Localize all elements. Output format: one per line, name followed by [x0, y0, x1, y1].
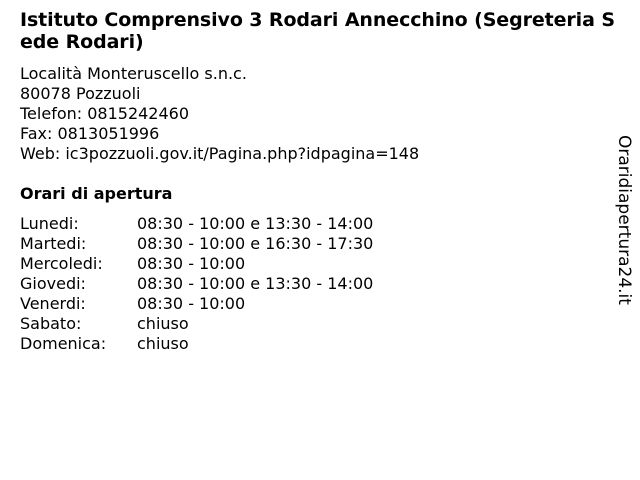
time-value: chiuso — [137, 314, 189, 333]
page-title: Istituto Comprensivo 3 Rodari Annecchino (Segreteria Sede Rodari) — [20, 9, 615, 53]
day-label: Domenica: — [20, 334, 107, 353]
site-watermark: Oraridiapertura24.it — [614, 135, 634, 305]
time-value: 08:30 - 10:00 e 16:30 - 17:30 — [137, 234, 374, 253]
time-value: 08:30 - 10:00 — [137, 294, 246, 313]
day-label: Giovedi: — [20, 274, 86, 293]
time-value: chiuso — [137, 334, 189, 353]
address-block — [20, 64, 419, 164]
hours-heading: Orari di apertura — [20, 184, 173, 203]
hours-row-friday — [20, 294, 373, 314]
hours-row-thursday — [20, 274, 373, 294]
time-value: 08:30 - 10:00 e 13:30 - 14:00 — [137, 214, 374, 233]
day-label: Martedi: — [20, 234, 87, 253]
time-value: 08:30 - 10:00 — [137, 254, 246, 273]
day-label: Venerdi: — [20, 294, 86, 313]
city-address: 80078 Pozzuoli — [20, 84, 141, 103]
day-label: Mercoledi: — [20, 254, 103, 273]
phone-number: Telefon: 0815242460 — [20, 104, 190, 123]
hours-row-tuesday — [20, 234, 373, 254]
fax-number: Fax: 0813051996 — [20, 124, 160, 143]
time-value: 08:30 - 10:00 e 13:30 - 14:00 — [137, 274, 374, 293]
hours-row-saturday — [20, 314, 373, 334]
hours-row-monday — [20, 214, 373, 234]
website-link[interactable]: Web: ic3pozzuoli.gov.it/Pagina.php?idpagina=148 — [20, 144, 420, 163]
street-address: Località Monteruscello s.n.c. — [20, 64, 247, 83]
hours-row-sunday — [20, 334, 373, 354]
opening-hours-table — [20, 214, 373, 354]
day-label: Sabato: — [20, 314, 82, 333]
hours-row-wednesday — [20, 254, 373, 274]
day-label: Lunedi: — [20, 214, 79, 233]
